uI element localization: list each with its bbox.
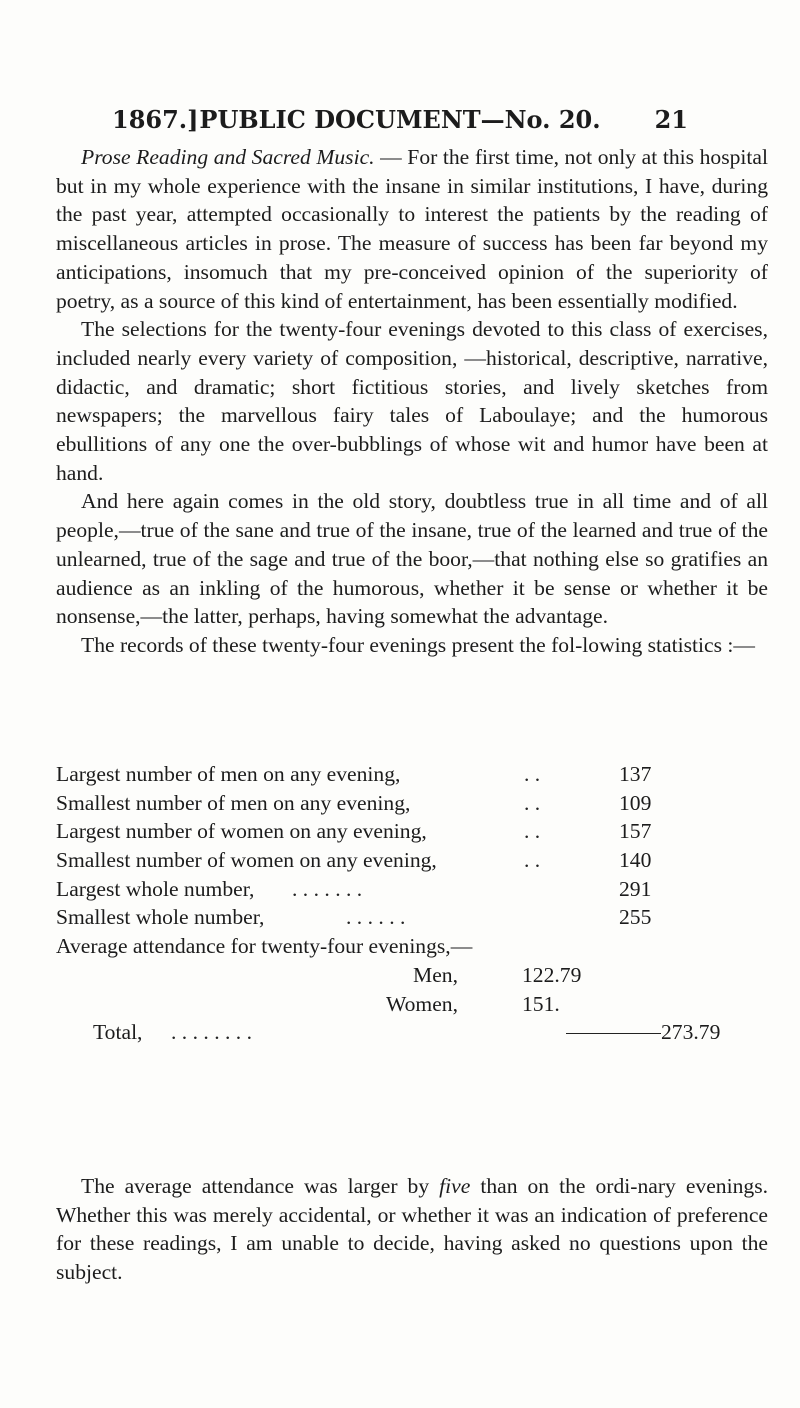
- average-row-value: 151.: [522, 991, 560, 1016]
- stat-value: 137: [619, 762, 652, 786]
- running-header: [112, 100, 688, 140]
- page-number: 21: [654, 105, 688, 134]
- stat-label: Largest number of women on any evening,: [56, 819, 427, 844]
- paragraph: [56, 143, 768, 315]
- total-value: 273.79: [661, 1020, 721, 1045]
- average-row: [56, 990, 768, 1019]
- stat-label: Smallest number of women on any evening,: [56, 848, 437, 873]
- leader-dots: . .: [524, 790, 541, 815]
- paragraph: And here again comes in the old story, doubtless true in all time and of all people,—true of the sane and true of the insane, true of the learned and true of the unlearned, true of the sage and true of the boor,—that nothing else so gratifies an audience as an inkling of the humorous, whether it be sense or whether it be nonsense,—the latter, perhaps, having somewhat the advantage.: [56, 489, 768, 629]
- leader-dots: . . . . . .: [346, 905, 406, 930]
- average-row: [56, 961, 768, 990]
- closing-text: [56, 1172, 768, 1287]
- average-heading: [56, 932, 768, 961]
- stat-label: Largest number of men on any evening,: [56, 762, 401, 786]
- leader-dots: . . . . . . .: [292, 876, 363, 901]
- stat-label: Smallest whole number,: [56, 905, 265, 930]
- stat-value: 255: [619, 905, 652, 930]
- header-title: PUBLIC DOCUMENT—No. 20.: [199, 105, 601, 134]
- paragraph: The selections for the twenty-four evenings devoted to this class of exercises, included nearly every variety of composition, —historical, descriptive, narrative, didactic, and dramatic; short fictitious stories, and lively sketches from newspapers; the marvellous fairy tales of Laboulaye; and the humorous ebullitions of any one the over-bubblings of whose wit and humor have been at hand.: [56, 317, 768, 485]
- stat-row: [56, 760, 768, 789]
- average-label: Average attendance for twenty-four evenings,—: [56, 934, 473, 959]
- paragraph: [56, 1172, 768, 1287]
- stat-label: Largest whole number,: [56, 876, 255, 901]
- stat-label: Smallest number of men on any evening,: [56, 790, 411, 815]
- paragraph: The records of these twenty-four evenings present the fol-lowing statistics :—: [81, 632, 756, 657]
- total-rule: [566, 1033, 661, 1034]
- total-row: [56, 1018, 768, 1047]
- stat-value: 109: [619, 790, 652, 815]
- average-row-value: 122.79: [522, 962, 582, 987]
- stat-row: [56, 846, 768, 875]
- statistics-table: [56, 760, 768, 1047]
- stat-row: [56, 875, 768, 904]
- average-row-label: Men,: [413, 962, 458, 987]
- total-label: Total,: [93, 1020, 143, 1045]
- leader-dots: . .: [524, 819, 541, 844]
- leader-dots: . . . . . . . .: [171, 1020, 252, 1045]
- stat-row: [56, 789, 768, 818]
- average-row-label: Women,: [385, 991, 458, 1016]
- paragraph-text: — For the first time, not only at this hospital but in my whole experience with the insane in similar institutions, I have, during the past year, attempted occasionally to interest the patients by the reading of miscellaneous articles in prose. The measure of success has been far beyond my anticipations, insomuch that my pre-conceived opinion of the superiority of poetry, as a source of this kind of entertainment, has been essentially modified.: [56, 145, 768, 313]
- emphasis-text: five: [439, 1174, 471, 1198]
- section-title: Prose Reading and Sacred Music.: [81, 145, 375, 169]
- closing-text-start: The average attendance was larger by: [81, 1174, 440, 1198]
- leader-dots: . .: [524, 762, 541, 786]
- header-year: 1867.]: [112, 105, 199, 134]
- closing-text-end: than on the ordi-nary evenings. Whether this was merely accidental, or whether it was an indication of preference for these readings, I am unable to decide, having asked no questions upon the subject.: [56, 1174, 768, 1285]
- leader-dots: . .: [524, 848, 541, 873]
- stat-value: 157: [619, 819, 652, 844]
- stat-value: 291: [619, 876, 652, 901]
- body-text: [56, 143, 768, 660]
- stat-row: [56, 903, 768, 932]
- stat-row: [56, 817, 768, 846]
- stat-value: 140: [619, 848, 652, 873]
